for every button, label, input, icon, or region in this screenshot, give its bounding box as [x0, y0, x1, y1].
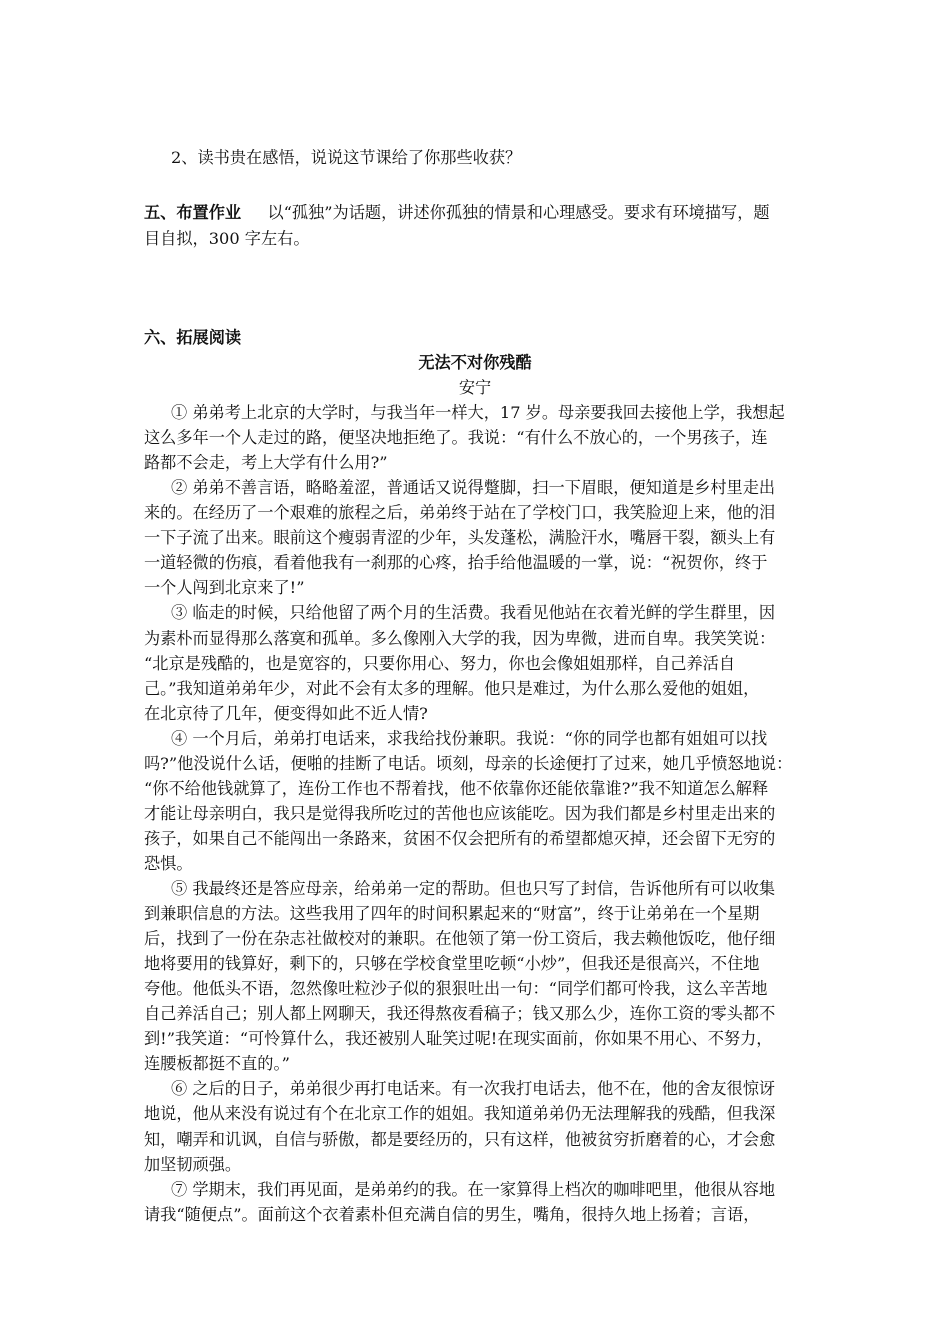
article-paragraph-6-line: ⑥ 之后的日子，弟弟很少再打电话来。有一次我打电话去，他不在，他的舍友很惊讶	[171, 1079, 776, 1099]
article-paragraph-4-line: 吗?”他没说什么话，便啪的挂断了电话。顷刻，母亲的长途便打了过来，她几乎愤怒地说：	[144, 753, 793, 773]
article-paragraph-3-line: “北京是残酷的，也是宽容的，只要你用心、努力，你也会像姐姐那样，自己养活自	[144, 653, 736, 673]
article-paragraph-5-line: 后，找到了一份在杂志社做校对的兼职。在他领了第一份工资后，我去赖他饭吃，他仔细	[144, 929, 776, 949]
article-paragraph-3-line: 在北京待了几年，便变得如此不近人情?	[144, 703, 428, 723]
article-paragraph-5-line: 夸他。他低头不语，忽然像吐粒沙子似的狠狠吐出一句：“同学们都可怜我，这么辛苦地	[144, 979, 768, 999]
article-paragraph-5-line: 连腰板都挺不直的。”	[144, 1054, 290, 1074]
assignment-line-2: 目自拟，300 字左右。	[144, 229, 310, 248]
article-paragraph-2-line: ② 弟弟不善言语，略略羞涩，普通话又说得蹩脚，扫一下眉眼，便知道是乡村里走出	[171, 478, 776, 498]
article-paragraph-5-line: ⑤ 我最终还是答应母亲，给弟弟一定的帮助。但也只写了封信，告诉他所有可以收集	[171, 879, 776, 898]
article-paragraph-1-line: 这么多年一个人走过的路，便坚决地拒绝了。我说：“有什么不放心的，一个男孩子，连	[144, 428, 768, 448]
article-paragraph-3-line: 为素朴而显得那么落寞和孤单。多么像刚入大学的我，因为卑微，进而自卑。我笑笑说：	[144, 628, 776, 648]
assignment-line-1	[144, 203, 770, 223]
article-paragraph-6-line: 知，嘲弄和讥讽，自信与骄傲，都是要经历的，只有这样，他被贫穷折磨着的心，才会愈	[144, 1129, 776, 1149]
article-paragraph-2-line: 一道轻微的伤痕，看着他我有一刹那的心疼，抬手给他温暖的一掌，说：“祝贺你，终于	[144, 553, 768, 573]
article-paragraph-4-line: “你不给他钱就算了，连份工作也不帮着找，他不依靠你还能依靠谁?”我不知道怎么解释	[144, 778, 769, 798]
article-paragraph-1-line: ① 弟弟考上北京的大学时，与我当年一样大，17 岁。母亲要我回去接他上学，我想起	[171, 403, 785, 422]
article-paragraph-3-line: ③ 临走的时候，只给他留了两个月的生活费。我看见他站在衣着光鲜的学生群里，因	[171, 603, 776, 623]
article-paragraph-7-line: ⑦ 学期末，我们再见面，是弟弟约的我。在一家算得上档次的咖啡吧里，他很从容地	[171, 1179, 776, 1199]
section5-heading: 五、布置作业	[144, 203, 242, 222]
article-paragraph-5-line: 到!”我笑道：“可怜算什么，我还被别人耻笑过呢!在现实面前，你如果不用心、不努力，	[144, 1029, 773, 1049]
assignment-text: 以“孤独”为话题，讲述你孤独的情景和心理感受。要求有环境描写，题	[267, 203, 770, 222]
article-paragraph-5-line: 到兼职信息的方法。这些我用了四年的时间积累起来的“财富”，终于让弟弟在一个星期	[144, 904, 760, 923]
article-paragraph-4-line: 恐惧。	[144, 853, 193, 873]
article-paragraph-6-line: 加坚韧顽强。	[144, 1154, 242, 1174]
article-paragraph-3-line: 己。”我知道弟弟年少，对此不会有太多的理解。他只是难过，为什么那么爱他的姐姐，	[144, 678, 760, 698]
article-title: 无法不对你残酷	[418, 353, 532, 372]
article-paragraph-2-line: 一个人闯到北京来了!”	[144, 578, 305, 598]
article-paragraph-4-line: 才能让母亲明白，我只是觉得我所吃过的苦他也应该能吃。因为我们都是乡村里走出来的	[144, 803, 776, 823]
article-paragraph-4-line: ④ 一个月后，弟弟打电话来，求我给找份兼职。我说：“你的同学也都有姐姐可以找	[171, 728, 768, 748]
section6-heading: 六、拓展阅读	[144, 328, 242, 347]
article-paragraph-6-line: 地说，他从来没有说过有个在北京工作的姐姐。我知道弟弟仍无法理解我的残酷，但我深	[144, 1104, 776, 1124]
article-paragraph-2-line: 一下子流了出来。眼前这个瘦弱青涩的少年，头发蓬松，满脸汗水，嘴唇干裂，额头上有	[144, 528, 776, 548]
article-paragraph-1-line: 路都不会走，考上大学有什么用?”	[144, 453, 388, 473]
article-author: 安宁	[458, 378, 492, 397]
article-paragraph-7-line: 请我“随便点”。面前这个衣着素朴但充满自信的男生，嘴角，很持久地上扬着；言语，	[144, 1204, 760, 1224]
article-paragraph-5-line: 地将要用的钱算好，剩下的，只够在学校食堂里吃顿“小炒”，但我还是很高兴，不住地	[144, 954, 760, 974]
article-paragraph-2-line: 来的。在经历了一个艰难的旅程之后，弟弟终于站在了学校门口，我笑脸迎上来，他的泪	[144, 503, 776, 523]
question-line: 2、读书贵在感悟，说说这节课给了你那些收获？	[171, 148, 522, 167]
article-paragraph-5-line: 自己养活自己；别人都上网聊天，我还得熬夜看稿子；钱又那么少，连你工资的零头都不	[144, 1004, 776, 1024]
article-paragraph-4-line: 孩子，如果自己不能闯出一条路来，贫困不仅会把所有的希望都熄灭掉，还会留下无穷的	[144, 828, 776, 848]
